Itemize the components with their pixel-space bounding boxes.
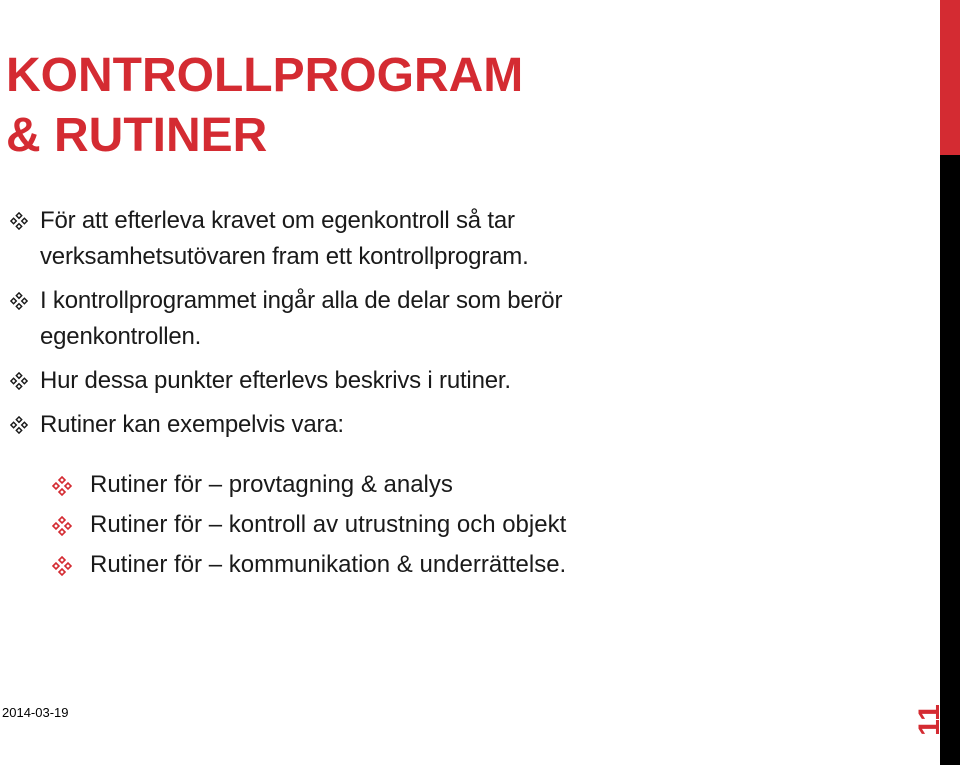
title-line-1: KONTROLLPROGRAM bbox=[6, 49, 524, 102]
bullet-text-line: För att efterleva kravet om egenkontroll så tar bbox=[40, 207, 515, 234]
sub-bullet-item bbox=[52, 505, 912, 545]
bullet-item bbox=[10, 283, 910, 355]
bullet-item bbox=[10, 407, 910, 443]
bullet-text-line: egenkontrollen. bbox=[40, 323, 202, 350]
sub-bullet-item bbox=[52, 465, 912, 505]
bullet-item bbox=[10, 363, 910, 399]
bullet-text-line: verksamhetsutövaren fram ett kontrollprogram. bbox=[40, 243, 529, 270]
sub-bullet-list bbox=[52, 465, 912, 585]
sub-bullet-text: Rutiner för – provtagning & analys bbox=[90, 471, 453, 498]
side-bar-accent bbox=[940, 0, 960, 155]
bullet-item bbox=[10, 203, 910, 275]
four-diamond-icon bbox=[10, 292, 28, 310]
title-line-2: & RUTINER bbox=[6, 109, 268, 162]
bullet-text-line: Rutiner kan exempelvis vara: bbox=[40, 411, 344, 438]
footer-date: 2014-03-19 bbox=[2, 705, 69, 720]
sub-bullet-text: Rutiner för – kommunikation & underrättelse. bbox=[90, 551, 567, 578]
page-number: 11 bbox=[913, 704, 946, 736]
four-diamond-icon bbox=[52, 476, 72, 496]
sub-bullet-item bbox=[52, 545, 912, 585]
four-diamond-icon bbox=[10, 372, 28, 390]
four-diamond-icon bbox=[10, 416, 28, 434]
slide-title bbox=[6, 46, 906, 166]
sub-bullet-text: Rutiner för – kontroll av utrustning och objekt bbox=[90, 511, 567, 538]
bullet-text-line: I kontrollprogrammet ingår alla de delar som berör bbox=[40, 287, 563, 314]
four-diamond-icon bbox=[52, 556, 72, 576]
bullet-list bbox=[10, 203, 910, 451]
four-diamond-icon bbox=[52, 516, 72, 536]
four-diamond-icon bbox=[10, 212, 28, 230]
bullet-text-line: Hur dessa punkter efterlevs beskrivs i rutiner. bbox=[40, 367, 511, 394]
